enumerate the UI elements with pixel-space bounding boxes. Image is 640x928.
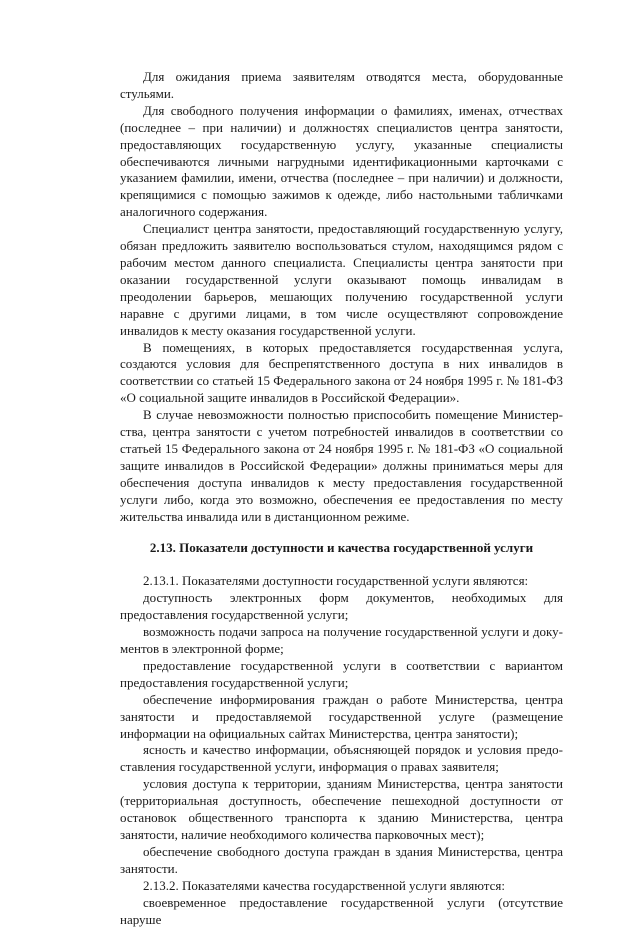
list-item-information-clarity: ясность и качество информации, объясняющей порядок и условия предоставления государственной услуги, информация о правах заявителя; <box>120 742 563 775</box>
list-item-electronic-submission: возможность подачи запроса на получение государственной услуги и документов в электронной форме; <box>120 624 563 656</box>
list-item-informing-citizens: обеспечение информирования граждан о работе Министерства, центра занятости и предоставляемой государственной услуге (размещение информации на официальных сайтах Министерства, центра занятости); <box>120 691 563 741</box>
paragraph-waiting-seats: Для ожидания приема заявителям отводятся места, оборудованные стульями. <box>120 69 563 101</box>
paragraph-accessibility-measures: В случае невозможности полностью приспособить помещение Министерства, центра занятости с учетом потребностей инвалидов в соответствии со статьей 15 Федерального закона от 24 ноября 1995 г. № 181-ФЗ «О социальной защите инвалидов в Российской Федерации» должны приниматься меры для обеспечения доступа инвалидов к месту предоставления государственной услуги либо, когда это возможно, обеспечения ее предоставления по месту жительства инвалида или в дистанционном режиме. <box>120 407 563 524</box>
paragraph-specialist-duties: Специалист центра занятости, предоставляющий государственную услугу, обязан предложить заявителю воспользоваться стулом, находящимся рядом с рабочим местом данного специалиста. Специалисты центра занятости при оказании государственной услуги оказывают помощь инвалидам в преодолении барьеров, мешающих получению государственной услуги наравне с другими лицами, в том числе осуществляют сопровождение инвалидов к месту оказания государственной услуги. <box>120 221 563 338</box>
list-item-territory-access: условия доступа к территории, зданиям Министерства, центра занятости (территориальная доступность, обеспечение пешеходной доступности от остановок общественного транспорта к зданию Министерства, центра занятости, наличие необходимого количества парковочных мест); <box>120 776 563 842</box>
list-item-free-building-access: обеспечение свободного доступа граждан в здания Министерства, центра занятости. <box>120 843 563 876</box>
paragraph-availability-indicators: 2.13.1. Показателями доступности государственной услуги являются: <box>143 573 529 589</box>
paragraph-specialist-identification: Для свободного получения информации о фамилиях, именах, отчествах (последнее – при наличии) и должностях специалистов центра занятости, предоставляющих государственную услугу, указанные специалисты обеспечиваются личными нагрудными идентификационными карточками с указанием фамилии, имени, отчества (последнее – при наличии) и должности, крепящимися с помощью зажимов к одежде, либо настольными табличками аналогичного содержания. <box>120 102 563 220</box>
list-item-timely-provision: своевременное предоставление государственной услуги (отсутствие наруше <box>120 894 563 927</box>
paragraph-quality-indicators: 2.13.2. Показателями качества государственной услуги являются: <box>143 877 505 893</box>
page-text <box>120 69 563 928</box>
paragraph-accessibility-conditions: В помещениях, в которых предоставляется государственная услуга, создаются условия для беспрепятственного доступа в них инвалидов в соответствии со статьей 15 Федерального закона от 24 ноября 1995 г. № 181-ФЗ «О социальной защите инвалидов в Российской Федерации». <box>120 339 563 406</box>
section-heading: 2.13. Показатели доступности и качества государственной услуги <box>149 540 534 556</box>
list-item-electronic-forms: доступность электронных форм документов, необходимых для предоставления государственной услуги; <box>120 590 563 623</box>
list-item-service-variant: предоставление государственной услуги в соответствии с вариантом предоставления государственной услуги; <box>120 657 563 690</box>
